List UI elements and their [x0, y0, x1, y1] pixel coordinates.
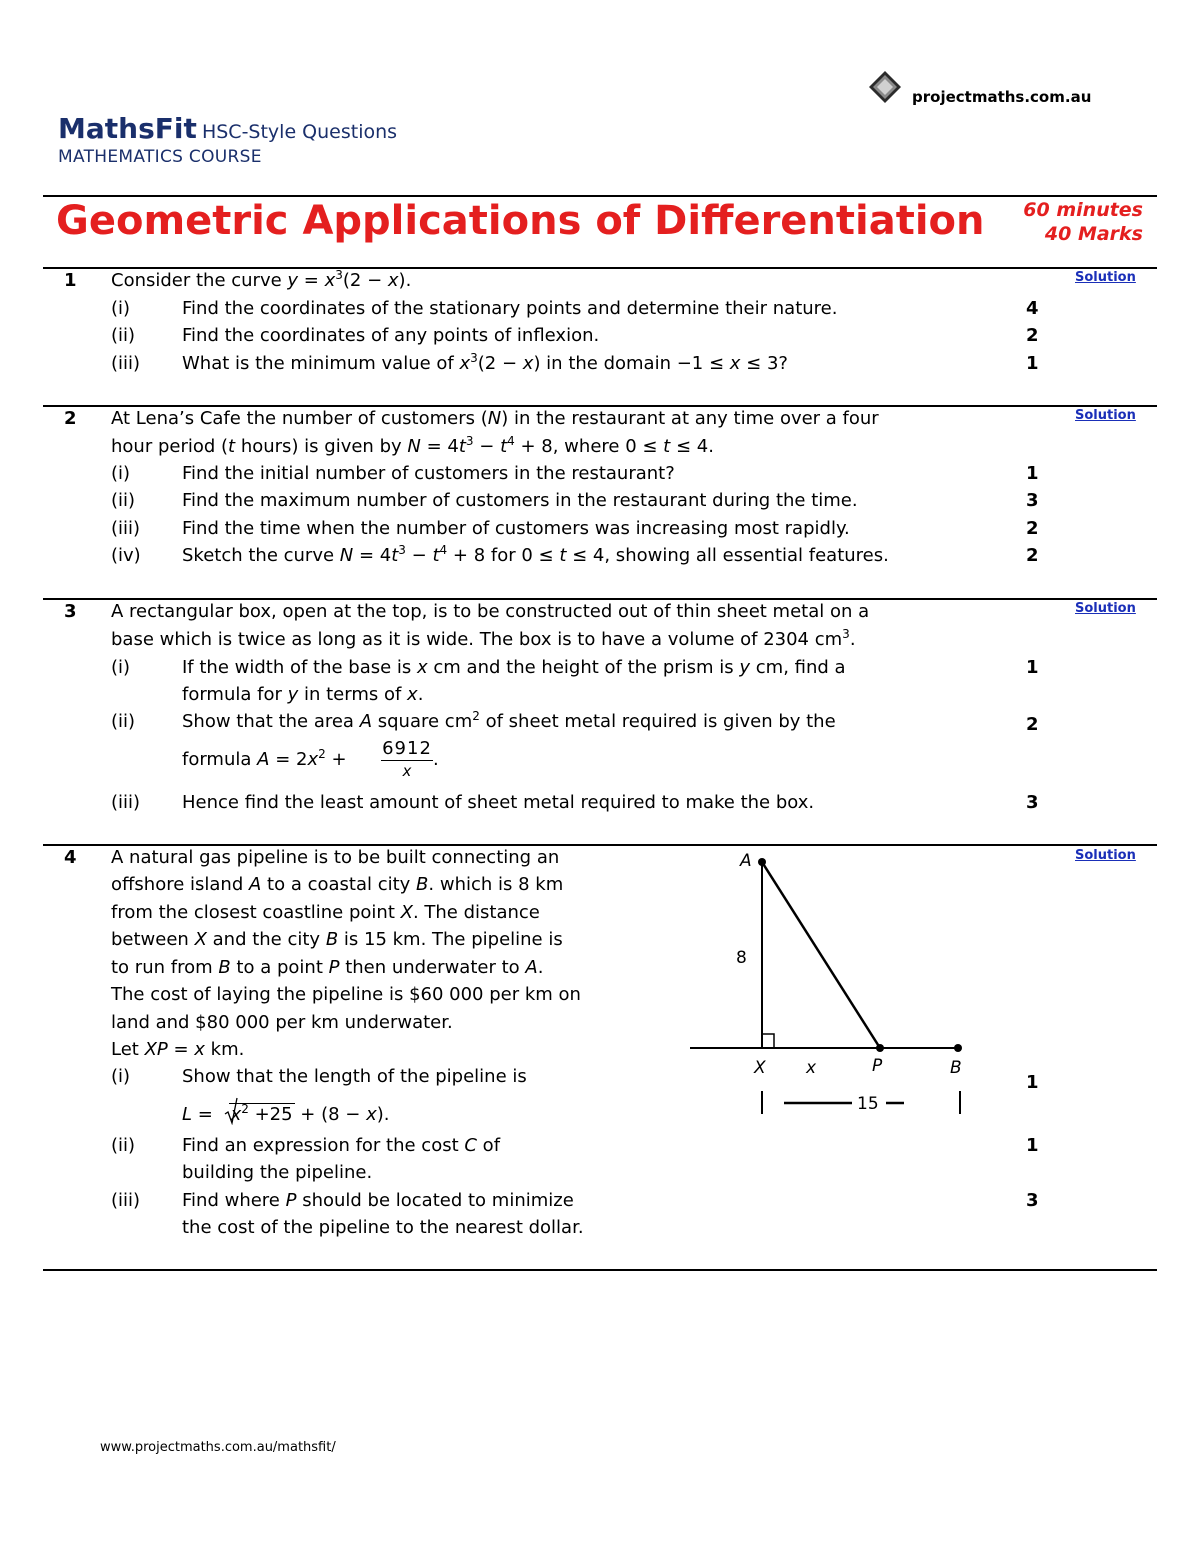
radicand: $x^2 +25$	[230, 1102, 293, 1125]
part-label: (iii)	[111, 353, 141, 374]
part-text-line1: Show that the area A square $cm^2$ of sheet metal required is given by the	[182, 709, 836, 732]
label-B: B	[950, 1058, 962, 1078]
part-marks: 2	[1026, 714, 1039, 735]
part-text-line2: $L = x^2 +25 + (8 - x)$.	[182, 1102, 390, 1125]
question-number: 4	[64, 847, 77, 868]
label-8: 8	[736, 948, 747, 968]
part-marks: 3	[1026, 792, 1039, 813]
part-text-line2: building the pipeline.	[182, 1162, 373, 1183]
part-marks: 1	[1026, 1135, 1039, 1156]
part-text: Sketch the curve $N = 4t^3 - t^4 + 8$ for 0 ≤ t ≤ 4, showing all essential features.	[182, 543, 889, 566]
part-text: Find the initial number of customers in the restaurant?	[182, 463, 675, 484]
part-label: (ii)	[111, 490, 136, 511]
label-X: X	[754, 1058, 766, 1078]
part-marks: 2	[1026, 518, 1039, 539]
part-text-line1: Find an expression for the cost C of	[182, 1135, 501, 1156]
part-marks: 1	[1026, 657, 1039, 678]
part-marks: 2	[1026, 545, 1039, 566]
part-marks: 1	[1026, 353, 1039, 374]
fraction	[381, 738, 433, 781]
label-P: P	[872, 1056, 883, 1076]
question-number: 2	[64, 408, 77, 429]
label-A: A	[740, 851, 752, 871]
part-text: Find the coordinates of any points of inflexion.	[182, 325, 600, 346]
part-label: (ii)	[111, 325, 136, 346]
fraction-end: .	[433, 749, 439, 770]
fraction-numerator: 6912	[382, 738, 432, 759]
part-marks: 3	[1026, 490, 1039, 511]
label-x: x	[806, 1058, 817, 1078]
solution-link[interactable]: Solution	[1075, 601, 1136, 616]
question-stem-line: A natural gas pipeline is to be built connecting an	[111, 847, 560, 868]
part-text: Find the time when the number of customers was increasing most rapidly.	[182, 518, 850, 539]
projectmaths-logo-icon	[868, 70, 902, 104]
fraction-denominator: x	[381, 760, 433, 781]
right-angle-marker	[762, 1034, 774, 1048]
part-label: (i)	[111, 463, 131, 484]
part-text: Hence find the least amount of sheet metal required to make the box.	[182, 792, 815, 813]
duration-block	[1023, 198, 1143, 246]
part-label: (i)	[111, 657, 131, 678]
part-marks: 1	[1026, 463, 1039, 484]
question-stem-line2: base which is twice as long as it is wide. The box is to have a volume of 2304 $cm^3$.	[111, 627, 856, 650]
question-number: 1	[64, 270, 77, 291]
question-stem-line1: At Lena’s Cafe the number of customers (N) in the restaurant at any time over a four	[111, 408, 879, 429]
question-stem-line: Let XP = x km.	[111, 1039, 245, 1060]
line-AP	[762, 862, 880, 1048]
marks-total: 40 Marks	[1044, 223, 1143, 245]
part-text: What is the minimum value of $x^3(2 - x)$ in the domain −1 ≤ x ≤ 3?	[182, 351, 788, 374]
part-marks: 1	[1026, 1072, 1039, 1093]
question-stem: Consider the curve $y = x^3(2 - x)$.	[111, 268, 412, 291]
part-label: (i)	[111, 1066, 131, 1087]
divider-bottom	[43, 1269, 1157, 1271]
solution-link[interactable]: Solution	[1075, 848, 1136, 863]
part-text-line1: Show that the length of the pipeline is	[182, 1066, 527, 1087]
footer-url: www.projectmaths.com.au/mathsfit/	[100, 1440, 336, 1455]
point-A	[758, 858, 766, 866]
part-marks: 3	[1026, 1190, 1039, 1211]
part-label: (ii)	[111, 1135, 136, 1156]
part-text-line2: the cost of the pipeline to the nearest dollar.	[182, 1217, 584, 1238]
part-label: (iii)	[111, 518, 141, 539]
question-stem-line: to run from B to a point P then underwater to A.	[111, 957, 544, 978]
part-label: (iii)	[111, 792, 141, 813]
page-title: Geometric Applications of Differentiation	[56, 198, 985, 244]
divider-top	[43, 195, 1157, 197]
brand-name: MathsFit	[58, 112, 197, 145]
solution-link[interactable]: Solution	[1075, 270, 1136, 285]
question-stem-line2: hour period (t hours) is given by $N = 4t^3 - t^4 + 8$, where 0 ≤ t ≤ 4.	[111, 434, 714, 457]
part-text-line1: If the width of the base is x cm and the height of the prism is y cm, find a	[182, 657, 846, 678]
duration: 60 minutes	[1023, 199, 1143, 221]
question-stem-line: between X and the city B is 15 km. The pipeline is	[111, 929, 563, 950]
part-marks: 2	[1026, 325, 1039, 346]
pipeline-diagram	[686, 846, 986, 1126]
square-root-icon	[224, 1097, 238, 1125]
part-marks: 4	[1026, 298, 1039, 319]
point-B	[954, 1044, 962, 1052]
question-number: 3	[64, 601, 77, 622]
question-stem-line: offshore island A to a coastal city B. which is 8 km	[111, 874, 564, 895]
question-stem-line: land and $80 000 per km underwater.	[111, 1012, 453, 1033]
brand-subtitle: HSC-Style Questions	[201, 121, 398, 143]
course-name: MATHEMATICS COURSE	[58, 147, 262, 167]
question-stem-line1: A rectangular box, open at the top, is to be constructed out of thin sheet metal on a	[111, 601, 870, 622]
question-stem-line: The cost of laying the pipeline is $60 000 per km on	[111, 984, 581, 1005]
part-label: (iv)	[111, 545, 141, 566]
site-name: projectmaths.com.au	[912, 88, 1092, 106]
brand	[58, 112, 397, 145]
part-label: (iii)	[111, 1190, 141, 1211]
part-label: (ii)	[111, 711, 136, 732]
part-text: Find the maximum number of customers in the restaurant during the time.	[182, 490, 858, 511]
label-15: 15	[857, 1094, 879, 1114]
part-label: (i)	[111, 298, 131, 319]
solution-link[interactable]: Solution	[1075, 408, 1136, 423]
question-stem-line: from the closest coastline point X. The distance	[111, 902, 540, 923]
part-text: Find the coordinates of the stationary points and determine their nature.	[182, 298, 838, 319]
part-text-line2: formula $A = 2x^2$ +	[182, 747, 347, 770]
part-text-line1: Find where P should be located to minimize	[182, 1190, 574, 1211]
point-P	[876, 1044, 884, 1052]
part-text-line2: formula for y in terms of x.	[182, 684, 424, 705]
